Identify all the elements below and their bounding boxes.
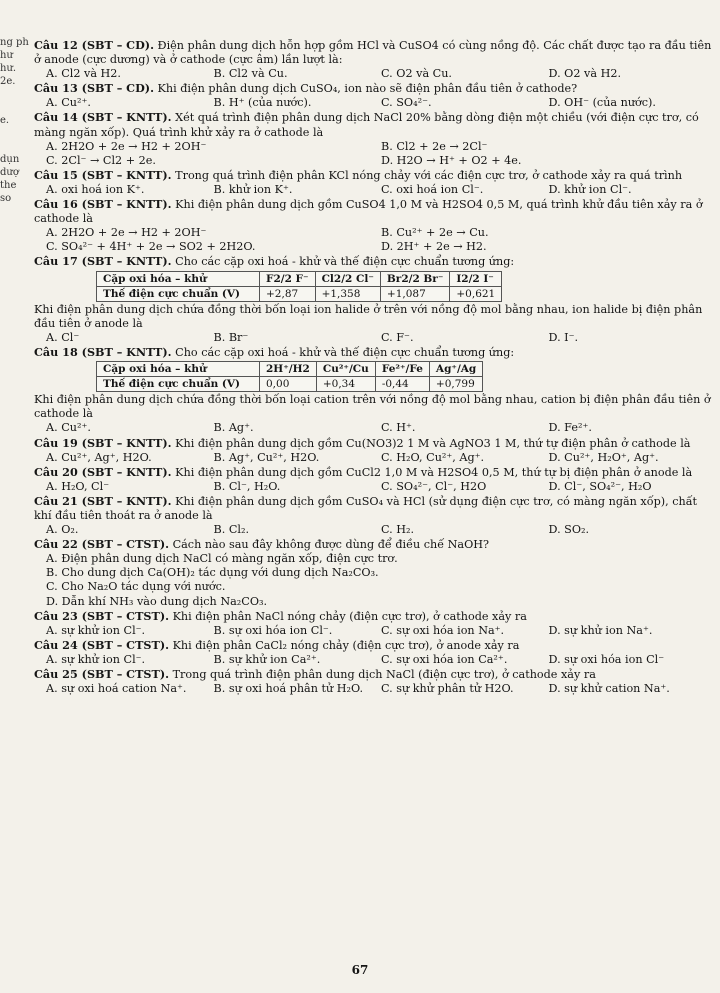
question-q22 <box>34 537 716 608</box>
question-followup-text: Khi điện phân dung dịch chứa đồng thời bốn loại cation trên với nồng độ mol bằng nhau, cation bị điện phân đầu tiên ở cathode là <box>34 393 711 421</box>
table-row <box>97 286 502 301</box>
answer-option: B. Ag⁺, Cu²⁺, H2O. <box>213 450 320 464</box>
table-cell: +0,621 <box>450 286 502 301</box>
answer-option: D. sự oxi hóa ion Cl⁻ <box>548 652 665 666</box>
table-cell: +2,87 <box>260 286 316 301</box>
margin-fragment: ng ph <box>0 37 29 48</box>
answer-option: D. H2O → H⁺ + O2 + 4e. <box>381 153 522 167</box>
question-text: Câu 19 (SBT – KNTT). Khi điện phân dung dịch gồm Cu(NO3)2 1 M và AgNO3 1 M, thứ tự điện phân ở cathode là <box>34 435 691 450</box>
answer-option: A. Cl2 và H2. <box>46 67 121 81</box>
page-number: 67 <box>351 963 369 977</box>
answer-option: D. I⁻. <box>548 330 579 344</box>
answer-option: D. SO₂. <box>548 523 590 537</box>
answer-option: C. SO₄²⁻, Cl⁻, H2O <box>381 479 487 493</box>
potential-table <box>96 271 502 302</box>
table-cell: +1,358 <box>315 286 380 301</box>
question-q23 <box>34 609 716 638</box>
answer-option: D. O2 và H2. <box>548 67 622 81</box>
table-cell: Thế điện cực chuẩn (V) <box>97 286 260 301</box>
table-row <box>97 377 483 392</box>
answer-option: D. sự khử ion Na⁺. <box>548 623 653 637</box>
answer-option: A. sự khử ion Cl⁻. <box>46 623 146 637</box>
answer-option: A. 2H2O + 2e → H2 + 2OH⁻ <box>46 139 207 153</box>
answer-option: A. Cl⁻ <box>46 330 80 344</box>
question-q21 <box>34 494 716 537</box>
question-q13 <box>34 81 716 110</box>
answer-option: C. H⁺. <box>381 421 416 435</box>
question-text: Câu 15 (SBT – KNTT). Trong quá trình điện phân KCl nóng chảy với các điện cực trơ, ở cathode xảy ra quá trình <box>34 167 683 182</box>
answer-option: D. OH⁻ (của nước). <box>548 96 656 110</box>
answer-option: A. Cu²⁺, Ag⁺, H2O. <box>46 450 152 464</box>
question-text: Câu 20 (SBT – KNTT). Khi điện phân dung dịch gồm CuCl2 1,0 M và H2SO4 0,5 M, thứ tự bị điện phân ở anode là <box>34 464 693 479</box>
answer-option: A. Điện phân dung dịch NaCl có màng ngăn xốp, điện cực trơ. <box>46 552 398 566</box>
answer-option: C. SO₄²⁻. <box>381 96 432 110</box>
table-cell: Br2/2 Br⁻ <box>380 271 449 286</box>
answer-option: A. H₂O, Cl⁻ <box>46 479 110 493</box>
answer-options <box>46 226 716 254</box>
answer-options <box>46 451 716 465</box>
margin-fragment: so <box>0 193 12 204</box>
answer-option: C. SO₄²⁻ + 4H⁺ + 2e → SO2 + 2H2O. <box>46 240 256 254</box>
answer-option: C. F⁻. <box>381 330 414 344</box>
table-cell: 0,00 <box>260 377 317 392</box>
answer-option: C. O2 và Cu. <box>381 67 452 81</box>
question-text: Câu 12 (SBT – CD). Điện phân dung dịch hỗn hợp gồm HCl và CuSO4 có cùng nồng độ. Các chất được tạo ra đầu tiên ở anode (cực dương) và ở cathode (cực âm) lần lượt là: <box>34 38 712 67</box>
margin-fragment: the <box>0 180 17 191</box>
answer-option: B. Cl2 và Cu. <box>213 67 288 81</box>
question-q20 <box>34 465 716 494</box>
answer-option: B. H⁺ (của nước). <box>213 96 312 110</box>
answer-options <box>46 140 716 168</box>
margin-fragment: dượ <box>0 167 19 178</box>
answer-option: B. sự khử ion Ca²⁺. <box>213 652 321 666</box>
answer-option: B. khử ion K⁺. <box>213 182 293 196</box>
margin-fragment: hư <box>0 50 13 61</box>
answer-option: D. Cu²⁺, H₂O⁺, Ag⁺. <box>548 450 659 464</box>
question-text: Câu 14 (SBT – KNTT). Xét quá trình điện phân dung dịch NaCl 20% bằng dòng điện một chiều (với điện cực trơ, có màng ngăn xốp). Quá trình khử xảy ra ở cathode là <box>34 110 699 139</box>
answer-option: A. O₂. <box>46 523 79 537</box>
table-row <box>97 271 502 286</box>
answer-option: C. H₂O, Cu²⁺, Ag⁺. <box>381 450 485 464</box>
table-cell: Cặp oxi hóa – khử <box>97 362 260 377</box>
table-cell: F2/2 F⁻ <box>260 271 316 286</box>
answer-options <box>46 183 716 197</box>
answer-option: C. H₂. <box>381 523 415 537</box>
table-cell: 2H⁺/H2 <box>260 362 317 377</box>
answer-option: B. Ag⁺. <box>213 421 254 435</box>
question-q18 <box>34 345 716 436</box>
question-q25 <box>34 667 716 696</box>
answer-option: A. sự khử ion Cl⁻. <box>46 652 146 666</box>
answer-options <box>46 96 716 110</box>
answer-option: C. Cho Na₂O tác dụng với nước. <box>46 580 226 594</box>
margin-fragment: hư. <box>0 63 17 74</box>
question-q14 <box>34 110 716 167</box>
question-text: Câu 18 (SBT – KNTT). Cho các cặp oxi hoá - khử và thế điện cực chuẩn tương ứng: <box>34 344 515 359</box>
table-cell: +0,34 <box>316 377 375 392</box>
questions-content <box>34 38 716 696</box>
answer-option: D. Cl⁻, SO₄²⁻, H₂O <box>548 479 652 493</box>
answer-options <box>46 480 716 494</box>
answer-option: B. Cl₂. <box>213 523 250 537</box>
answer-option: A. oxi hoá ion K⁺. <box>46 182 145 196</box>
answer-option: B. Br⁻ <box>213 330 249 344</box>
answer-option: A. sự oxi hoá cation Na⁺. <box>46 682 187 696</box>
table-cell: Cl2/2 Cl⁻ <box>315 271 380 286</box>
question-text: Câu 22 (SBT – CTST). Cách nào sau đây không được dùng để điều chế NaOH? <box>34 537 490 552</box>
table-cell: +1,087 <box>380 286 449 301</box>
answer-option: C. oxi hoá ion Cl⁻. <box>381 182 484 196</box>
answer-option: D. 2H⁺ + 2e → H2. <box>381 240 487 254</box>
answer-option: C. 2Cl⁻ → Cl2 + 2e. <box>46 153 156 167</box>
answer-option: C. sự oxi hóa ion Ca²⁺. <box>381 652 508 666</box>
answer-options <box>46 624 716 638</box>
table-cell: Cu²⁺/Cu <box>316 362 375 377</box>
question-q15 <box>34 168 716 197</box>
question-text: Câu 25 (SBT – CTST). Trong quá trình điện phân dung dịch NaCl (điện cực trơ), ở cathode xảy ra <box>34 667 596 682</box>
answer-option: B. Cl2 + 2e → 2Cl⁻ <box>381 139 488 153</box>
question-q12 <box>34 38 716 81</box>
table-row <box>97 362 483 377</box>
answer-option: B. Cu²⁺ + 2e → Cu. <box>381 226 489 240</box>
question-q17 <box>34 254 716 345</box>
answer-option: A. 2H2O + 2e → H2 + 2OH⁻ <box>46 226 207 240</box>
question-q24 <box>34 638 716 667</box>
answer-options <box>46 331 716 345</box>
question-text: Câu 17 (SBT – KNTT). Cho các cặp oxi hoá - khử và thế điện cực chuẩn tương ứng: <box>34 254 515 269</box>
table-cell: I2/2 I⁻ <box>450 271 502 286</box>
table-cell: Thế điện cực chuẩn (V) <box>97 377 260 392</box>
question-text: Câu 24 (SBT – CTST). Khi điện phân CaCl₂ nóng chảy (điện cực trơ), ở anode xảy ra <box>34 637 520 652</box>
left-margin-fragments <box>0 36 36 205</box>
answer-options <box>46 653 716 667</box>
table-cell: -0,44 <box>375 377 429 392</box>
answer-options <box>46 421 716 435</box>
answer-option: B. sự oxi hóa ion Cl⁻. <box>213 623 333 637</box>
margin-fragment: dụn <box>0 154 20 165</box>
answer-option: C. sự oxi hóa ion Na⁺. <box>381 623 505 637</box>
answer-options <box>46 523 716 537</box>
answer-option: D. Dẫn khí NH₃ vào dung dịch Na₂CO₃. <box>46 594 268 608</box>
answer-options <box>46 67 716 81</box>
table-cell: +0,799 <box>429 377 482 392</box>
table-cell: Fe²⁺/Fe <box>375 362 429 377</box>
answer-option: A. Cu²⁺. <box>46 421 91 435</box>
question-text: Câu 23 (SBT – CTST). Khi điện phân NaCl nóng chảy (điện cực trơ), ở cathode xảy ra <box>34 608 527 623</box>
potential-table <box>96 361 483 392</box>
margin-fragment: 2e. <box>0 76 16 87</box>
table-cell: Cặp oxi hóa – khử <box>97 271 260 286</box>
answer-options <box>46 682 716 696</box>
answer-option: B. sự oxi hoá phân tử H₂O. <box>213 682 364 696</box>
answer-option: C. sự khử phân tử H2O. <box>381 682 514 696</box>
question-q19 <box>34 436 716 465</box>
question-text: Câu 13 (SBT – CD). Khi điện phân dung dịch CuSO₄, ion nào sẽ điện phân đầu tiên ở cathode? <box>34 81 578 96</box>
answer-options <box>46 552 716 608</box>
question-q16 <box>34 197 716 254</box>
question-text: Câu 21 (SBT – KNTT). Khi điện phân dung dịch gồm CuSO₄ và HCl (sử dụng điện cực trơ, có màng ngăn xốp), chất khí đầu tiên thoát ra ở anode là <box>34 493 698 522</box>
margin-fragment: e. <box>0 115 10 126</box>
answer-option: D. Fe²⁺. <box>548 421 592 435</box>
answer-option: B. Cho dung dịch Ca(OH)₂ tác dụng với dung dịch Na₂CO₃. <box>46 566 379 580</box>
question-followup-text: Khi điện phân dung dịch chứa đồng thời bốn loại ion halide ở trên với nồng độ mol bằng nhau, ion halide bị điện phân đầu tiên ở anode là <box>34 302 703 330</box>
answer-option: D. khử ion Cl⁻. <box>548 182 632 196</box>
answer-option: D. sự khử cation Na⁺. <box>548 682 670 696</box>
answer-option: B. Cl⁻, H₂O. <box>213 479 281 493</box>
table-cell: Ag⁺/Ag <box>429 362 482 377</box>
question-text: Câu 16 (SBT – KNTT). Khi điện phân dung dịch gồm CuSO4 1,0 M và H2SO4 0,5 M, quá trình khử đầu tiên xảy ra ở cathode là <box>34 197 703 226</box>
answer-option: A. Cu²⁺. <box>46 96 91 110</box>
